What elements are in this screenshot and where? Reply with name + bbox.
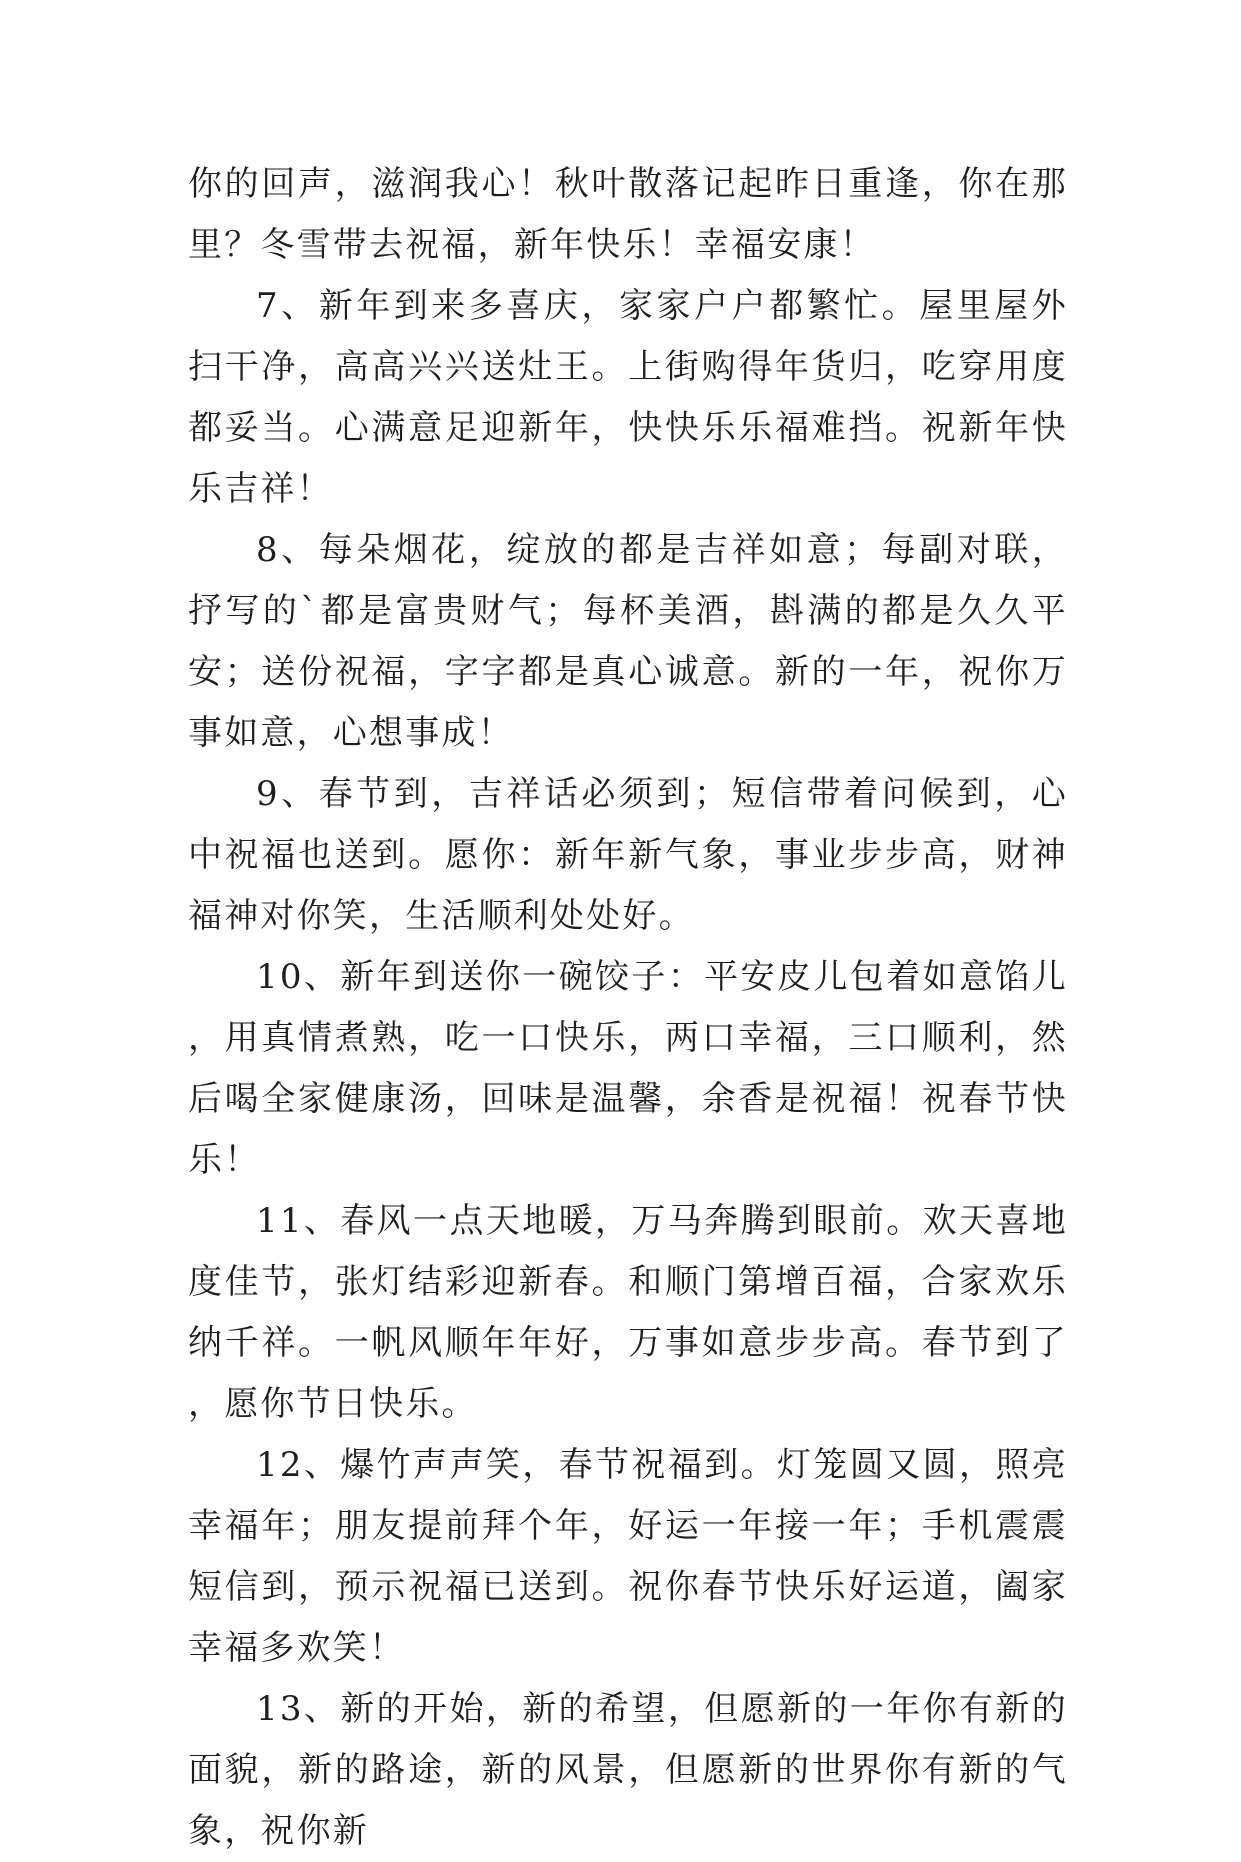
paragraph-12: 12、爆竹声声笑，春节祝福到。灯笼圆又圆，照亮幸福年；朋友提前拜个年，好运一年接一年；手机震震短信到，预示祝福已送到。祝你春节快乐好运道，阖家幸福多欢笑！ xyxy=(188,1445,1068,1668)
paragraph-7: 7、新年到来多喜庆，家家户户都繁忙。屋里屋外扫干净，高高兴兴送灶王。上街购得年货归，吃穿用度都妥当。心满意足迎新年，快快乐乐福难挡。祝新年快乐吉祥！ xyxy=(188,286,1068,509)
paragraph-13: 13、新的开始，新的希望，但愿新的一年你有新的面貌，新的路途，新的风景，但愿新的世界你有新的气象，祝你新 xyxy=(188,1689,1068,1851)
paragraph-continuation: 你的回声，滋润我心！秋叶散落记起昨日重逢，你在那里？冬雪带去祝福，新年快乐！幸福安康！ xyxy=(188,164,1068,265)
paragraph-10: 10、新年到送你一碗饺子：平安皮儿包着如意馅儿，用真情煮熟，吃一口快乐，两口幸福，三口顺利，然后喝全家健康汤，回味是温馨，余香是祝福！祝春节快乐！ xyxy=(188,957,1068,1180)
document-body xyxy=(188,154,1068,1862)
paragraph-9: 9、春节到，吉祥话必须到；短信带着问候到，心中祝福也送到。愿你：新年新气象，事业步步高，财神福神对你笑，生活顺利处处好。 xyxy=(188,774,1068,936)
paragraph-11: 11、春风一点天地暖，万马奔腾到眼前。欢天喜地度佳节，张灯结彩迎新春。和顺门第增百福，合家欢乐纳千祥。一帆风顺年年好，万事如意步步高。春节到了，愿你节日快乐。 xyxy=(188,1201,1068,1424)
paragraph-8: 8、每朵烟花，绽放的都是吉祥如意；每副对联，抒写的`都是富贵财气；每杯美酒，斟满的都是久久平安；送份祝福，字字都是真心诚意。新的一年，祝你万事如意，心想事成！ xyxy=(188,530,1068,753)
